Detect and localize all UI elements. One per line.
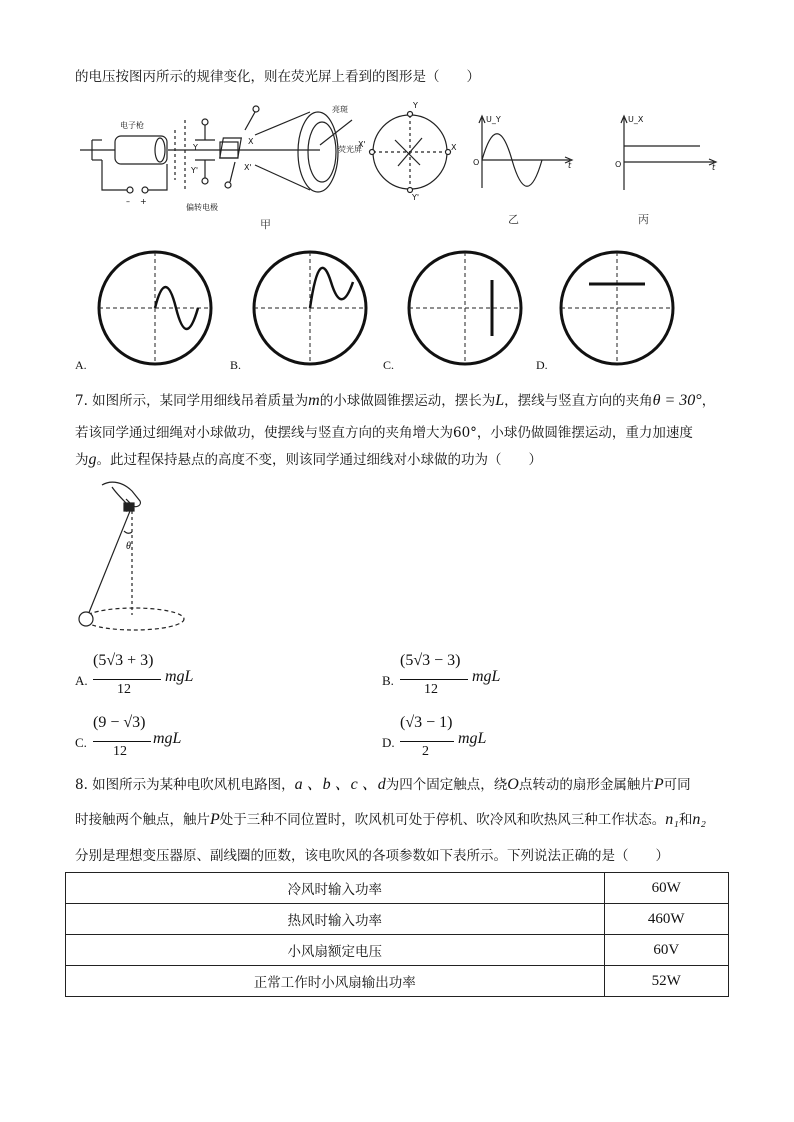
q6-intro-text: 的电压按图丙所示的规律变化，则在荧光屏上看到的图形是（ ） (75, 69, 480, 85)
option-d-screen (557, 250, 677, 366)
bing-t-label: t (712, 163, 716, 172)
q7-option-d-label[interactable]: D. (382, 735, 395, 750)
q8-line1: 8. 如图所示为某种电吹风机电路图，a 、b 、c 、d为四个固定触点，绕O点转动的扇形金属触片P可同 (75, 776, 691, 793)
hand-shape (102, 482, 140, 507)
screen-label: 荧光屏 (338, 145, 362, 154)
caption-bing: 丙 (638, 213, 649, 226)
table-cell-param: 小风扇额定电压 (66, 935, 605, 966)
table-row (66, 935, 729, 966)
gun-label: 电子枪 (120, 121, 144, 130)
caption-jia: 甲 (260, 218, 271, 231)
option-a-screen (95, 250, 215, 366)
bing-axis-label: U_X (628, 115, 644, 124)
yi-origin: O (473, 158, 480, 167)
table-cell-value: 60W (604, 873, 728, 904)
plate-X-left: X (248, 137, 254, 146)
screen-Xp: X' (358, 140, 366, 149)
table-row (66, 904, 729, 935)
q7-option-c-label[interactable]: C. (75, 735, 87, 750)
screen-X: X (451, 143, 457, 152)
q7-option-a-label[interactable]: A. (75, 673, 88, 688)
option-c-screen (405, 250, 525, 366)
q7-option-b-label[interactable]: B. (382, 673, 394, 688)
yi-t-label: t (568, 161, 572, 170)
minus-sign: – (126, 197, 130, 206)
bing-origin: O (615, 160, 622, 169)
electron-gun-body (115, 136, 167, 164)
spot-label: 亮斑 (332, 105, 348, 114)
conical-pendulum-figure (72, 475, 192, 635)
theta-label: θ (126, 541, 131, 552)
table-cell-value: 52W (604, 966, 728, 997)
screen-Y: Y (413, 101, 418, 110)
caption-yi: 乙 (508, 213, 519, 226)
option-b-label[interactable]: B. (230, 358, 242, 372)
figure-jia-oscilloscope (70, 100, 460, 235)
screen-Yp: Y' (412, 193, 420, 202)
plus-sign: + (140, 197, 147, 206)
params-table (65, 872, 729, 997)
table-cell-param: 正常工作时小风扇输出功率 (66, 966, 605, 997)
table-cell-param: 冷风时输入功率 (66, 873, 605, 904)
q7-line1: 7. 如图所示，某同学用细线吊着质量为m的小球做圆锥摆运动，摆长为L，摆线与竖直方向的夹角θ = 30°， (75, 392, 716, 409)
option-a-label[interactable]: A. (75, 358, 87, 372)
figure-bing-constant-graph (612, 110, 722, 230)
yi-axis-label: U_Y (486, 115, 501, 124)
table-row (66, 966, 729, 997)
q7-line2: 若该同学通过细绳对小球做功，使摆线与竖直方向的夹角增大为60°，小球仍做圆锥摆运动，重力加速度 (75, 425, 693, 441)
table-cell-value: 460W (604, 904, 728, 935)
table-row (66, 873, 729, 904)
option-b-screen (250, 250, 370, 366)
table-cell-param: 热风时输入功率 (66, 904, 605, 935)
figure-yi-sine-graph (470, 110, 580, 230)
option-c-label[interactable]: C. (383, 358, 395, 372)
table-cell-value: 60V (604, 935, 728, 966)
plate-Y-left: Y (193, 143, 198, 152)
q8-line2: 时接触两个触点，触片P处于三种不同位置时，吹风机可处于停机、吹冷风和吹热风三种工作状态。n₁和n₂ (75, 811, 706, 828)
option-d-label[interactable]: D. (536, 358, 548, 372)
q7-line3: 为g。此过程保持悬点的高度不变，则该同学通过细线对小球做的功为（ ） (75, 451, 542, 468)
plate-Yp-left: Y' (191, 166, 199, 175)
deflector-label: 偏转电极 (186, 203, 218, 212)
plate-Xp-left: X' (244, 163, 252, 172)
q8-line3: 分别是理想变压器原、副线圈的匝数，该电吹风的各项参数如下表所示。下列说法正确的是（ ） (75, 848, 669, 864)
